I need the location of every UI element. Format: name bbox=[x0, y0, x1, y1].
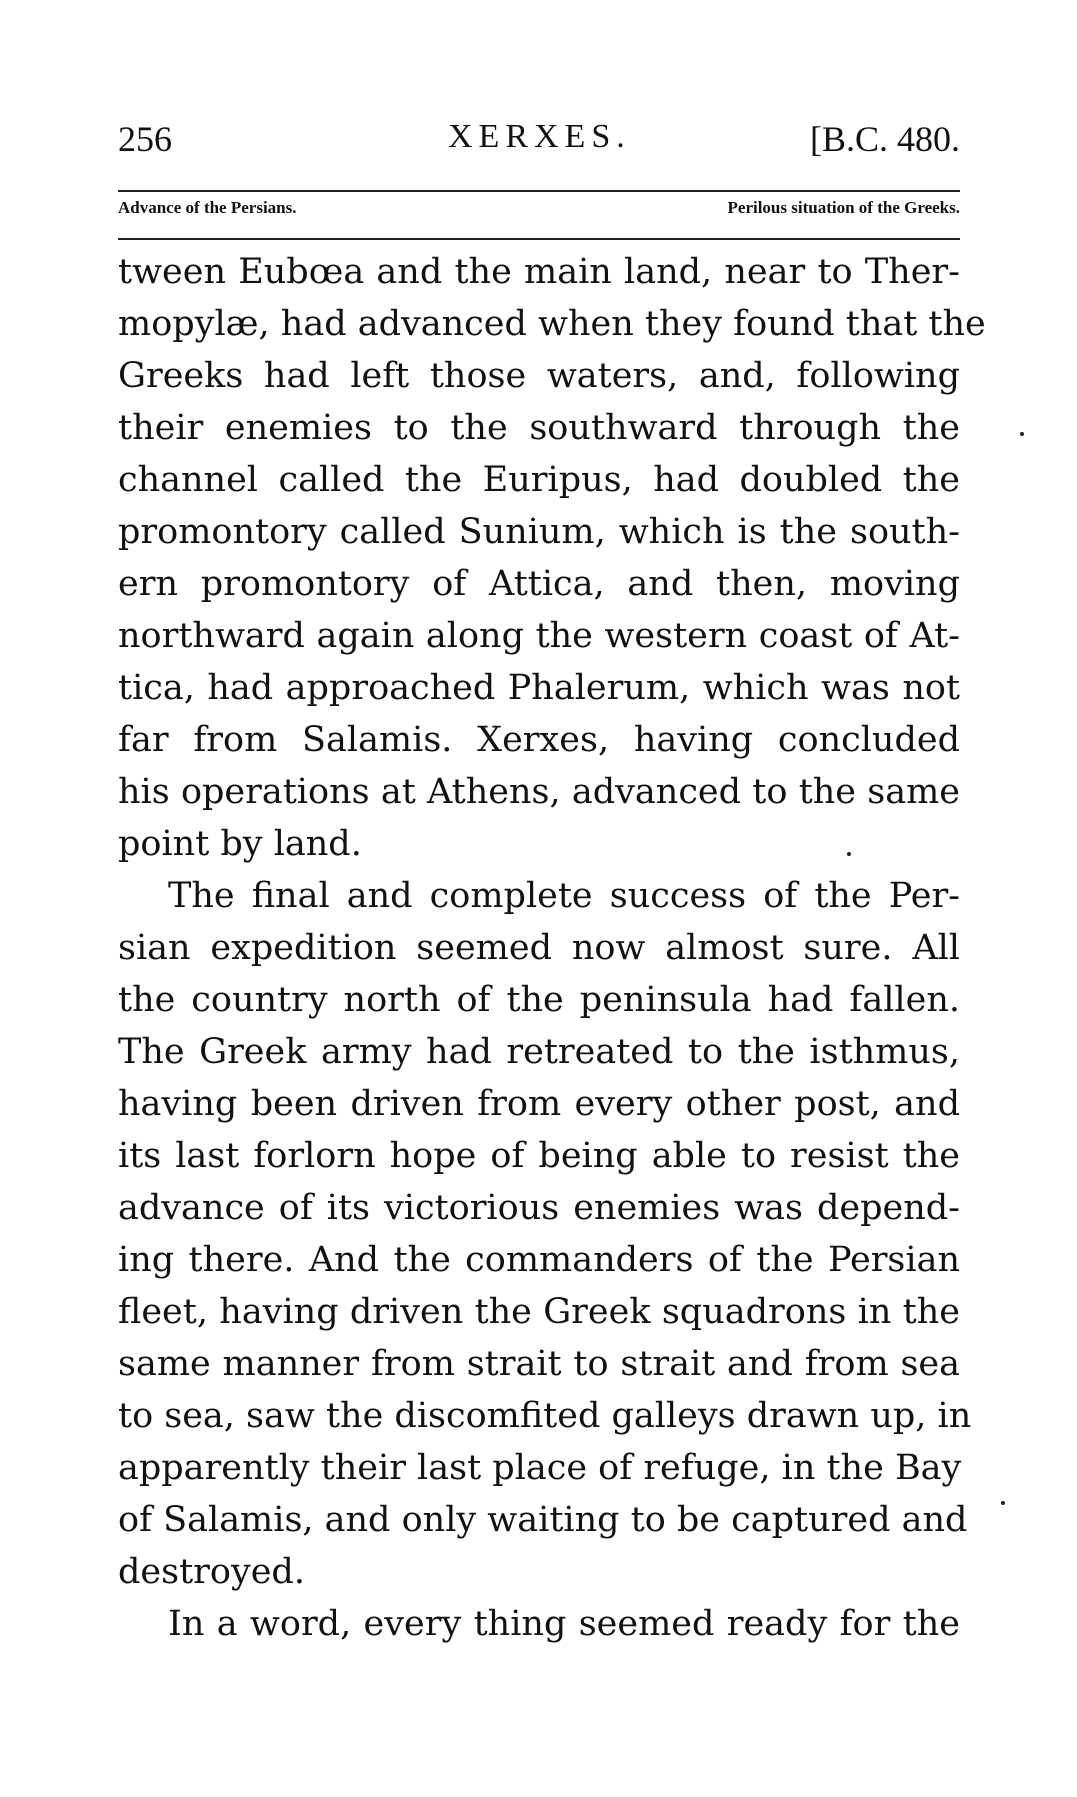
text-line: tween Eubœa and the main land, near to Ther- bbox=[118, 252, 960, 292]
ink-speck bbox=[847, 852, 851, 856]
text-line: destroyed. bbox=[118, 1552, 305, 1592]
text-line: promontory called Sunium, which is the south- bbox=[118, 512, 960, 552]
text-line: its last forlorn hope of being able to resist the bbox=[118, 1136, 960, 1176]
text-line: In a word, every thing seemed ready for the bbox=[168, 1604, 960, 1644]
era-label: [B.C. 480. bbox=[809, 119, 960, 159]
text-line: having been driven from every other post, and bbox=[118, 1084, 960, 1124]
text-line: fleet, having driven the Greek squadrons in the bbox=[118, 1292, 960, 1332]
running-title: XERXES. bbox=[448, 118, 631, 155]
text-line: channel called the Euripus, had doubled the bbox=[118, 460, 960, 500]
text-line: same manner from strait to strait and from sea bbox=[118, 1344, 960, 1384]
header-rule-top bbox=[118, 190, 960, 192]
text-line: The final and complete success of the Per- bbox=[168, 876, 960, 916]
page-number: 256 bbox=[118, 119, 172, 159]
text-line: their enemies to the southward through the bbox=[118, 408, 960, 448]
paragraph bbox=[118, 870, 972, 1598]
paragraph bbox=[118, 246, 986, 870]
text-line: the country north of the peninsula had fallen. bbox=[118, 980, 960, 1020]
text-line: of Salamis, and only waiting to be captured and bbox=[118, 1500, 968, 1540]
ink-speck bbox=[1020, 432, 1024, 436]
ink-speck bbox=[1001, 1501, 1005, 1505]
text-line: mopylæ, had advanced when they found that the bbox=[118, 304, 986, 344]
text-line: ing there. And the commanders of the Persian bbox=[118, 1240, 960, 1280]
text-line: far from Salamis. Xerxes, having concluded bbox=[118, 720, 960, 760]
text-line: northward again along the western coast of At- bbox=[118, 616, 960, 656]
text-line: his operations at Athens, advanced to the same bbox=[118, 772, 960, 812]
text-line: tica, had approached Phalerum, which was not bbox=[118, 668, 960, 708]
text-line: advance of its victorious enemies was depend- bbox=[118, 1188, 960, 1228]
header-rule-bottom bbox=[118, 238, 960, 240]
side-headings bbox=[118, 198, 960, 228]
text-line: to sea, saw the discomfited galleys drawn up, in bbox=[118, 1396, 972, 1436]
text-line: Greeks had left those waters, and, following bbox=[118, 356, 960, 396]
side-heading-left: Advance of the Persians. bbox=[118, 198, 297, 217]
body-text bbox=[118, 246, 986, 1650]
paragraph bbox=[118, 1598, 960, 1650]
text-line: point by land. bbox=[118, 824, 362, 864]
page-header bbox=[118, 118, 960, 178]
text-line: sian expedition seemed now almost sure. All bbox=[118, 928, 960, 968]
side-heading-right: Perilous situation of the Greeks. bbox=[727, 198, 960, 217]
text-line: The Greek army had retreated to the isthmus, bbox=[118, 1032, 960, 1072]
text-line: apparently their last place of refuge, in the Bay bbox=[118, 1448, 962, 1488]
text-line: ern promontory of Attica, and then, moving bbox=[118, 564, 960, 604]
